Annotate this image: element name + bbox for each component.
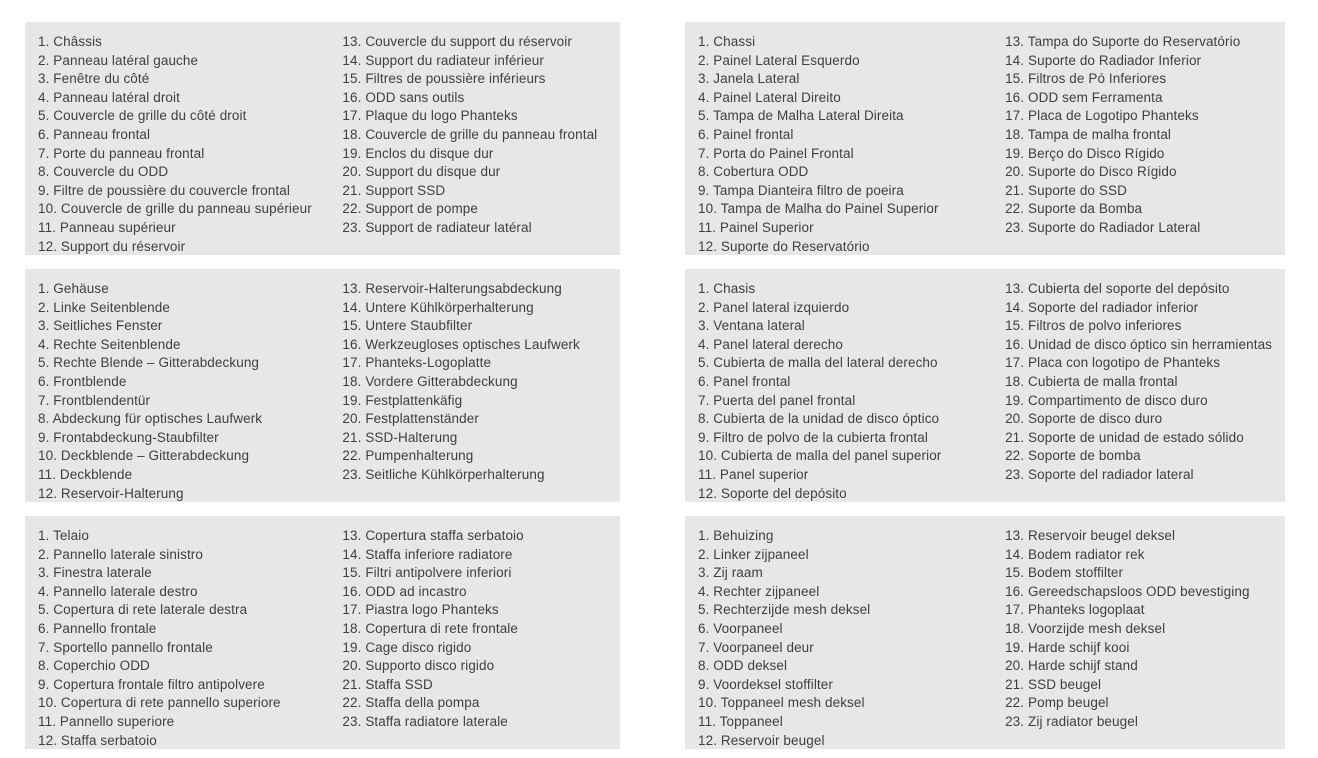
list-item: 22. Pomp beugel [1005, 695, 1109, 711]
list-item: 4. Pannello laterale destro [38, 583, 198, 599]
list-item: 18. Cubierta de malla frontal [1005, 373, 1178, 389]
list-item: 20. Harde schijf stand [1005, 658, 1138, 674]
list-item: 3. Finestra laterale [38, 565, 152, 581]
list-item: 3. Seitliches Fenster [38, 318, 163, 334]
list-item: 11. Toppaneel [698, 713, 783, 729]
list-item: 1. Chasis [698, 281, 756, 296]
parts-column-right [342, 527, 607, 741]
list-item: 18. Vordere Gitterabdeckung [342, 373, 518, 389]
list-item: 22. Support de pompe [342, 201, 479, 217]
parts-column-right [342, 33, 607, 247]
list-item: 7. Voorpaneel deur [698, 639, 814, 655]
list-item: 6. Panneau frontal [38, 126, 151, 142]
list-item: 11. Deckblende [38, 466, 133, 482]
list-item: 12. Suporte do Reservatório [698, 238, 870, 254]
list-item: 1. Châssis [38, 34, 103, 49]
list-item: 18. Copertura di rete frontale [342, 620, 519, 636]
list-item: 23. Suporte do Radiador Lateral [1005, 219, 1201, 235]
list-item: 14. Soporte del radiador inferior [1005, 299, 1199, 315]
list-item: 14. Bodem radiator rek [1005, 546, 1145, 562]
list-item: 12. Staffa serbatoio [38, 732, 157, 748]
list-item: 21. SSD-Halterung [342, 429, 458, 445]
list-item: 19. Berço do Disco Rígido [1005, 145, 1165, 161]
parts-list-panel-german [25, 269, 620, 502]
list-item: 20. Suporte do Disco Rígido [1005, 164, 1177, 180]
list-item: 2. Linker zijpaneel [698, 546, 809, 562]
list-item: 2. Painel Lateral Esquerdo [698, 52, 860, 68]
list-item: 14. Staffa inferiore radiatore [342, 546, 513, 562]
parts-column-left [38, 33, 342, 254]
list-item: 6. Voorpaneel [698, 620, 783, 636]
list-item: 11. Panneau supérieur [38, 219, 176, 235]
list-item: 2. Linke Seitenblende [38, 299, 170, 315]
list-item: 23. Soporte del radiador lateral [1005, 466, 1194, 482]
list-item: 6. Frontblende [38, 373, 127, 389]
list-item: 9. Frontabdeckung-Staubfilter [38, 429, 219, 445]
list-item: 18. Couvercle de grille du panneau frontal [342, 126, 598, 142]
list-item: 20. Festplattenständer [342, 411, 479, 427]
list-item: 9. Tampa Dianteira filtro de poeira [698, 182, 904, 198]
parts-column-left [38, 527, 342, 748]
parts-list-panel-italian [25, 516, 620, 749]
list-item: 7. Porte du panneau frontal [38, 145, 205, 161]
parts-column-left [698, 527, 1005, 748]
list-item: 16. Werkzeugloses optisches Laufwerk [342, 336, 580, 352]
parts-column-right [1005, 527, 1272, 741]
list-item: 2. Pannello laterale sinistro [38, 546, 203, 562]
list-item: 15. Bodem stoffilter [1005, 565, 1124, 581]
list-item: 9. Copertura frontale filtro antipolvere [38, 676, 265, 692]
list-item: 4. Panel lateral derecho [698, 336, 843, 352]
list-item: 21. SSD beugel [1005, 676, 1102, 692]
list-item: 15. Filtros de polvo inferiores [1005, 318, 1182, 334]
list-item: 17. Plaque du logo Phanteks [342, 108, 518, 124]
list-item: 13. Reservoir beugel deksel [1005, 528, 1176, 543]
parts-list-panel-portuguese [685, 22, 1285, 255]
list-item: 8. Couvercle du ODD [38, 164, 169, 180]
list-item: 17. Phanteks-Logoplatte [342, 355, 492, 371]
list-item: 1. Gehäuse [38, 281, 109, 296]
list-item: 7. Porta do Painel Frontal [698, 145, 854, 161]
list-item: 5. Tampa de Malha Lateral Direita [698, 108, 904, 124]
list-item: 12. Support du réservoir [38, 238, 186, 254]
list-item: 23. Staffa radiatore laterale [342, 713, 508, 729]
list-item: 21. Support SSD [342, 182, 446, 198]
list-item: 15. Untere Staubfilter [342, 318, 473, 334]
list-item: 17. Piastra logo Phanteks [342, 602, 499, 618]
list-item: 7. Frontblendentür [38, 392, 151, 408]
list-item: 13. Tampa do Suporte do Reservatório [1005, 34, 1241, 49]
parts-list-panel-dutch [685, 516, 1285, 749]
list-item: 5. Copertura di rete laterale destra [38, 602, 248, 618]
list-item: 4. Panneau latéral droit [38, 89, 180, 105]
list-item: 7. Sportello pannello frontale [38, 639, 213, 655]
list-item: 19. Cage disco rigido [342, 639, 472, 655]
list-item: 17. Phanteks logoplaat [1005, 602, 1145, 618]
list-item: 3. Ventana lateral [698, 318, 805, 334]
list-item: 15. Filtri antipolvere inferiori [342, 565, 512, 581]
list-item: 9. Voordeksel stoffilter [698, 676, 833, 692]
list-item: 3. Janela Lateral [698, 71, 800, 87]
list-item: 11. Pannello superiore [38, 713, 175, 729]
list-item: 5. Cubierta de malla del lateral derecho [698, 355, 938, 371]
list-item: 22. Soporte de bomba [1005, 448, 1141, 464]
list-item: 2. Panel lateral izquierdo [698, 299, 850, 315]
list-item: 9. Filtro de polvo de la cubierta frontal [698, 429, 928, 445]
list-item: 10. Toppaneel mesh deksel [698, 695, 865, 711]
list-item: 4. Rechter zijpaneel [698, 583, 820, 599]
list-item: 10. Copertura di rete pannello superiore [38, 695, 281, 711]
list-item: 8. Cobertura ODD [698, 164, 809, 180]
list-item: 12. Soporte del depósito [698, 485, 847, 501]
list-item: 16. ODD sans outils [342, 89, 465, 105]
list-item: 5. Couvercle de grille du côté droit [38, 108, 247, 124]
list-item: 13. Cubierta del soporte del depósito [1005, 281, 1230, 296]
list-item: 9. Filtre de poussière du couvercle frontal [38, 182, 290, 198]
parts-column-right [342, 280, 607, 494]
list-item: 19. Harde schijf kooi [1005, 639, 1130, 655]
list-item: 5. Rechte Blende – Gitterabdeckung [38, 355, 260, 371]
list-item: 10. Deckblende – Gitterabdeckung [38, 448, 250, 464]
list-item: 19. Enclos du disque dur [342, 145, 494, 161]
list-item: 2. Panneau latéral gauche [38, 52, 199, 68]
parts-column-right [1005, 33, 1272, 247]
list-item: 8. Cubierta de la unidad de disco óptico [698, 411, 940, 427]
parts-list-panel-spanish [685, 269, 1285, 502]
list-item: 8. ODD deksel [698, 658, 788, 674]
list-item: 14. Support du radiateur inférieur [342, 52, 544, 68]
list-item: 21. Soporte de unidad de estado sólido [1005, 429, 1244, 445]
list-item: 11. Painel Superior [698, 219, 814, 235]
list-item: 1. Telaio [38, 528, 89, 543]
list-item: 10. Couvercle de grille du panneau supérieur [38, 201, 312, 217]
parts-column-left [38, 280, 342, 501]
list-item: 8. Abdeckung für optisches Laufwerk [38, 411, 263, 427]
list-item: 3. Zij raam [698, 565, 763, 581]
list-item: 12. Reservoir beugel [698, 732, 825, 748]
list-item: 16. ODD ad incastro [342, 583, 467, 599]
list-item: 3. Fenêtre du côté [38, 71, 150, 87]
parts-column-right [1005, 280, 1272, 494]
list-item: 4. Painel Lateral Direito [698, 89, 841, 105]
list-item: 8. Coperchio ODD [38, 658, 150, 674]
list-item: 13. Copertura staffa serbatoio [342, 528, 524, 543]
list-item: 6. Panel frontal [698, 373, 791, 389]
list-item: 16. ODD sem Ferramenta [1005, 89, 1163, 105]
list-item: 16. Unidad de disco óptico sin herramientas [1005, 336, 1273, 352]
parts-list-panel-french [25, 22, 620, 255]
list-item: 23. Support de radiateur latéral [342, 219, 532, 235]
list-item: 15. Filtres de poussière inférieurs [342, 71, 546, 87]
list-item: 22. Staffa della pompa [342, 695, 480, 711]
list-item: 14. Untere Kühlkörperhalterung [342, 299, 534, 315]
list-item: 5. Rechterzijde mesh deksel [698, 602, 871, 618]
list-item: 19. Festplattenkäfig [342, 392, 463, 408]
list-item: 1. Behuizing [698, 528, 774, 543]
list-item: 19. Compartimento de disco duro [1005, 392, 1208, 408]
list-item: 14. Suporte do Radiador Inferior [1005, 52, 1202, 68]
list-item: 22. Pumpenhalterung [342, 448, 474, 464]
list-item: 22. Suporte da Bomba [1005, 201, 1143, 217]
parts-column-left [698, 33, 1005, 254]
list-item: 23. Zij radiator beugel [1005, 713, 1138, 729]
list-item: 11. Panel superior [698, 466, 809, 482]
list-item: 13. Reservoir-Halterungsabdeckung [342, 281, 562, 296]
list-item: 13. Couvercle du support du réservoir [342, 34, 572, 49]
list-item: 4. Rechte Seitenblende [38, 336, 181, 352]
list-item: 21. Staffa SSD [342, 676, 433, 692]
list-item: 17. Placa de Logotipo Phanteks [1005, 108, 1199, 124]
list-item: 7. Puerta del panel frontal [698, 392, 856, 408]
list-item: 17. Placa con logotipo de Phanteks [1005, 355, 1221, 371]
list-item: 16. Gereedschapsloos ODD bevestiging [1005, 583, 1250, 599]
list-item: 10. Cubierta de malla del panel superior [698, 448, 942, 464]
list-item: 10. Tampa de Malha do Painel Superior [698, 201, 939, 217]
list-item: 20. Soporte de disco duro [1005, 411, 1163, 427]
list-item: 18. Tampa de malha frontal [1005, 126, 1172, 142]
list-item: 18. Voorzijde mesh deksel [1005, 620, 1166, 636]
list-item: 20. Support du disque dur [342, 164, 501, 180]
list-item: 1. Chassi [698, 34, 756, 49]
list-item: 15. Filtros de Pó Inferiores [1005, 71, 1167, 87]
list-item: 21. Suporte do SSD [1005, 182, 1127, 198]
list-item: 20. Supporto disco rigido [342, 658, 495, 674]
parts-column-left [698, 280, 1005, 501]
list-item: 23. Seitliche Kühlkörperhalterung [342, 466, 545, 482]
list-item: 6. Painel frontal [698, 126, 794, 142]
list-item: 6. Pannello frontale [38, 620, 157, 636]
list-item: 12. Reservoir-Halterung [38, 485, 184, 501]
